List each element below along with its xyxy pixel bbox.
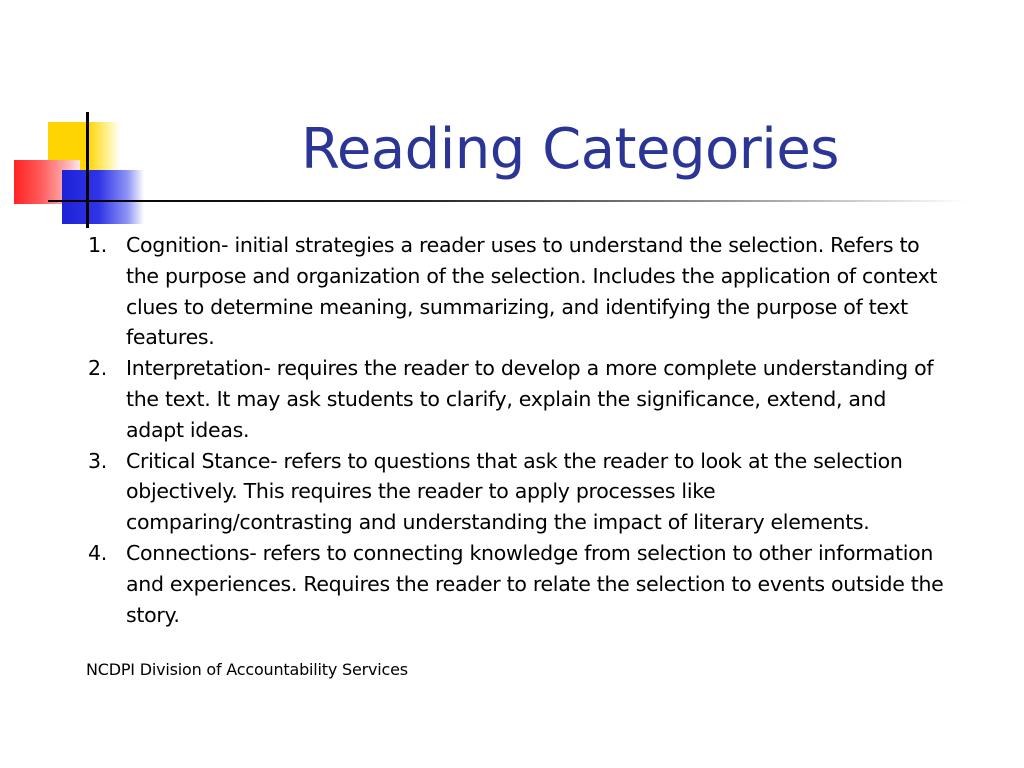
footer-text: NCDPI Division of Accountability Services [86,660,408,679]
list-item-text: Cognition- initial strategies a reader uses to understand the selection. Refers to the purpose and organization of the selection. Includes the application of context clues to determine meaning, summarizing, and identifying the purpose of text features. [126,233,938,350]
list-item-text: Connections- refers to connecting knowledge from selection to other information and experiences. Requires the reader to relate the selection to events outside the story. [126,540,944,627]
category-list [86,230,946,630]
list-item [86,538,946,630]
decorative-logo [0,0,200,240]
list-item-number: 2. [88,356,107,381]
list-item [86,353,946,445]
title-divider-line [48,200,968,202]
list-item-number: 4. [88,540,107,565]
list-item [86,230,946,353]
list-item-text: Critical Stance- refers to questions that ask the reader to look at the selection objectively. This requires the reader to apply processes like comparing/contrasting and understanding the impact of literary elements. [126,448,903,535]
list-item-number: 1. [88,233,107,257]
list-item [86,446,946,538]
blue-square-shape [62,170,144,224]
list-item-number: 3. [88,448,107,473]
slide-title: Reading Categories [301,117,839,182]
list-item-text: Interpretation- requires the reader to develop a more complete understanding of the text. It may ask students to clarify, explain the significance, extend, and adapt ideas. [126,356,934,442]
vertical-rule [86,112,89,228]
